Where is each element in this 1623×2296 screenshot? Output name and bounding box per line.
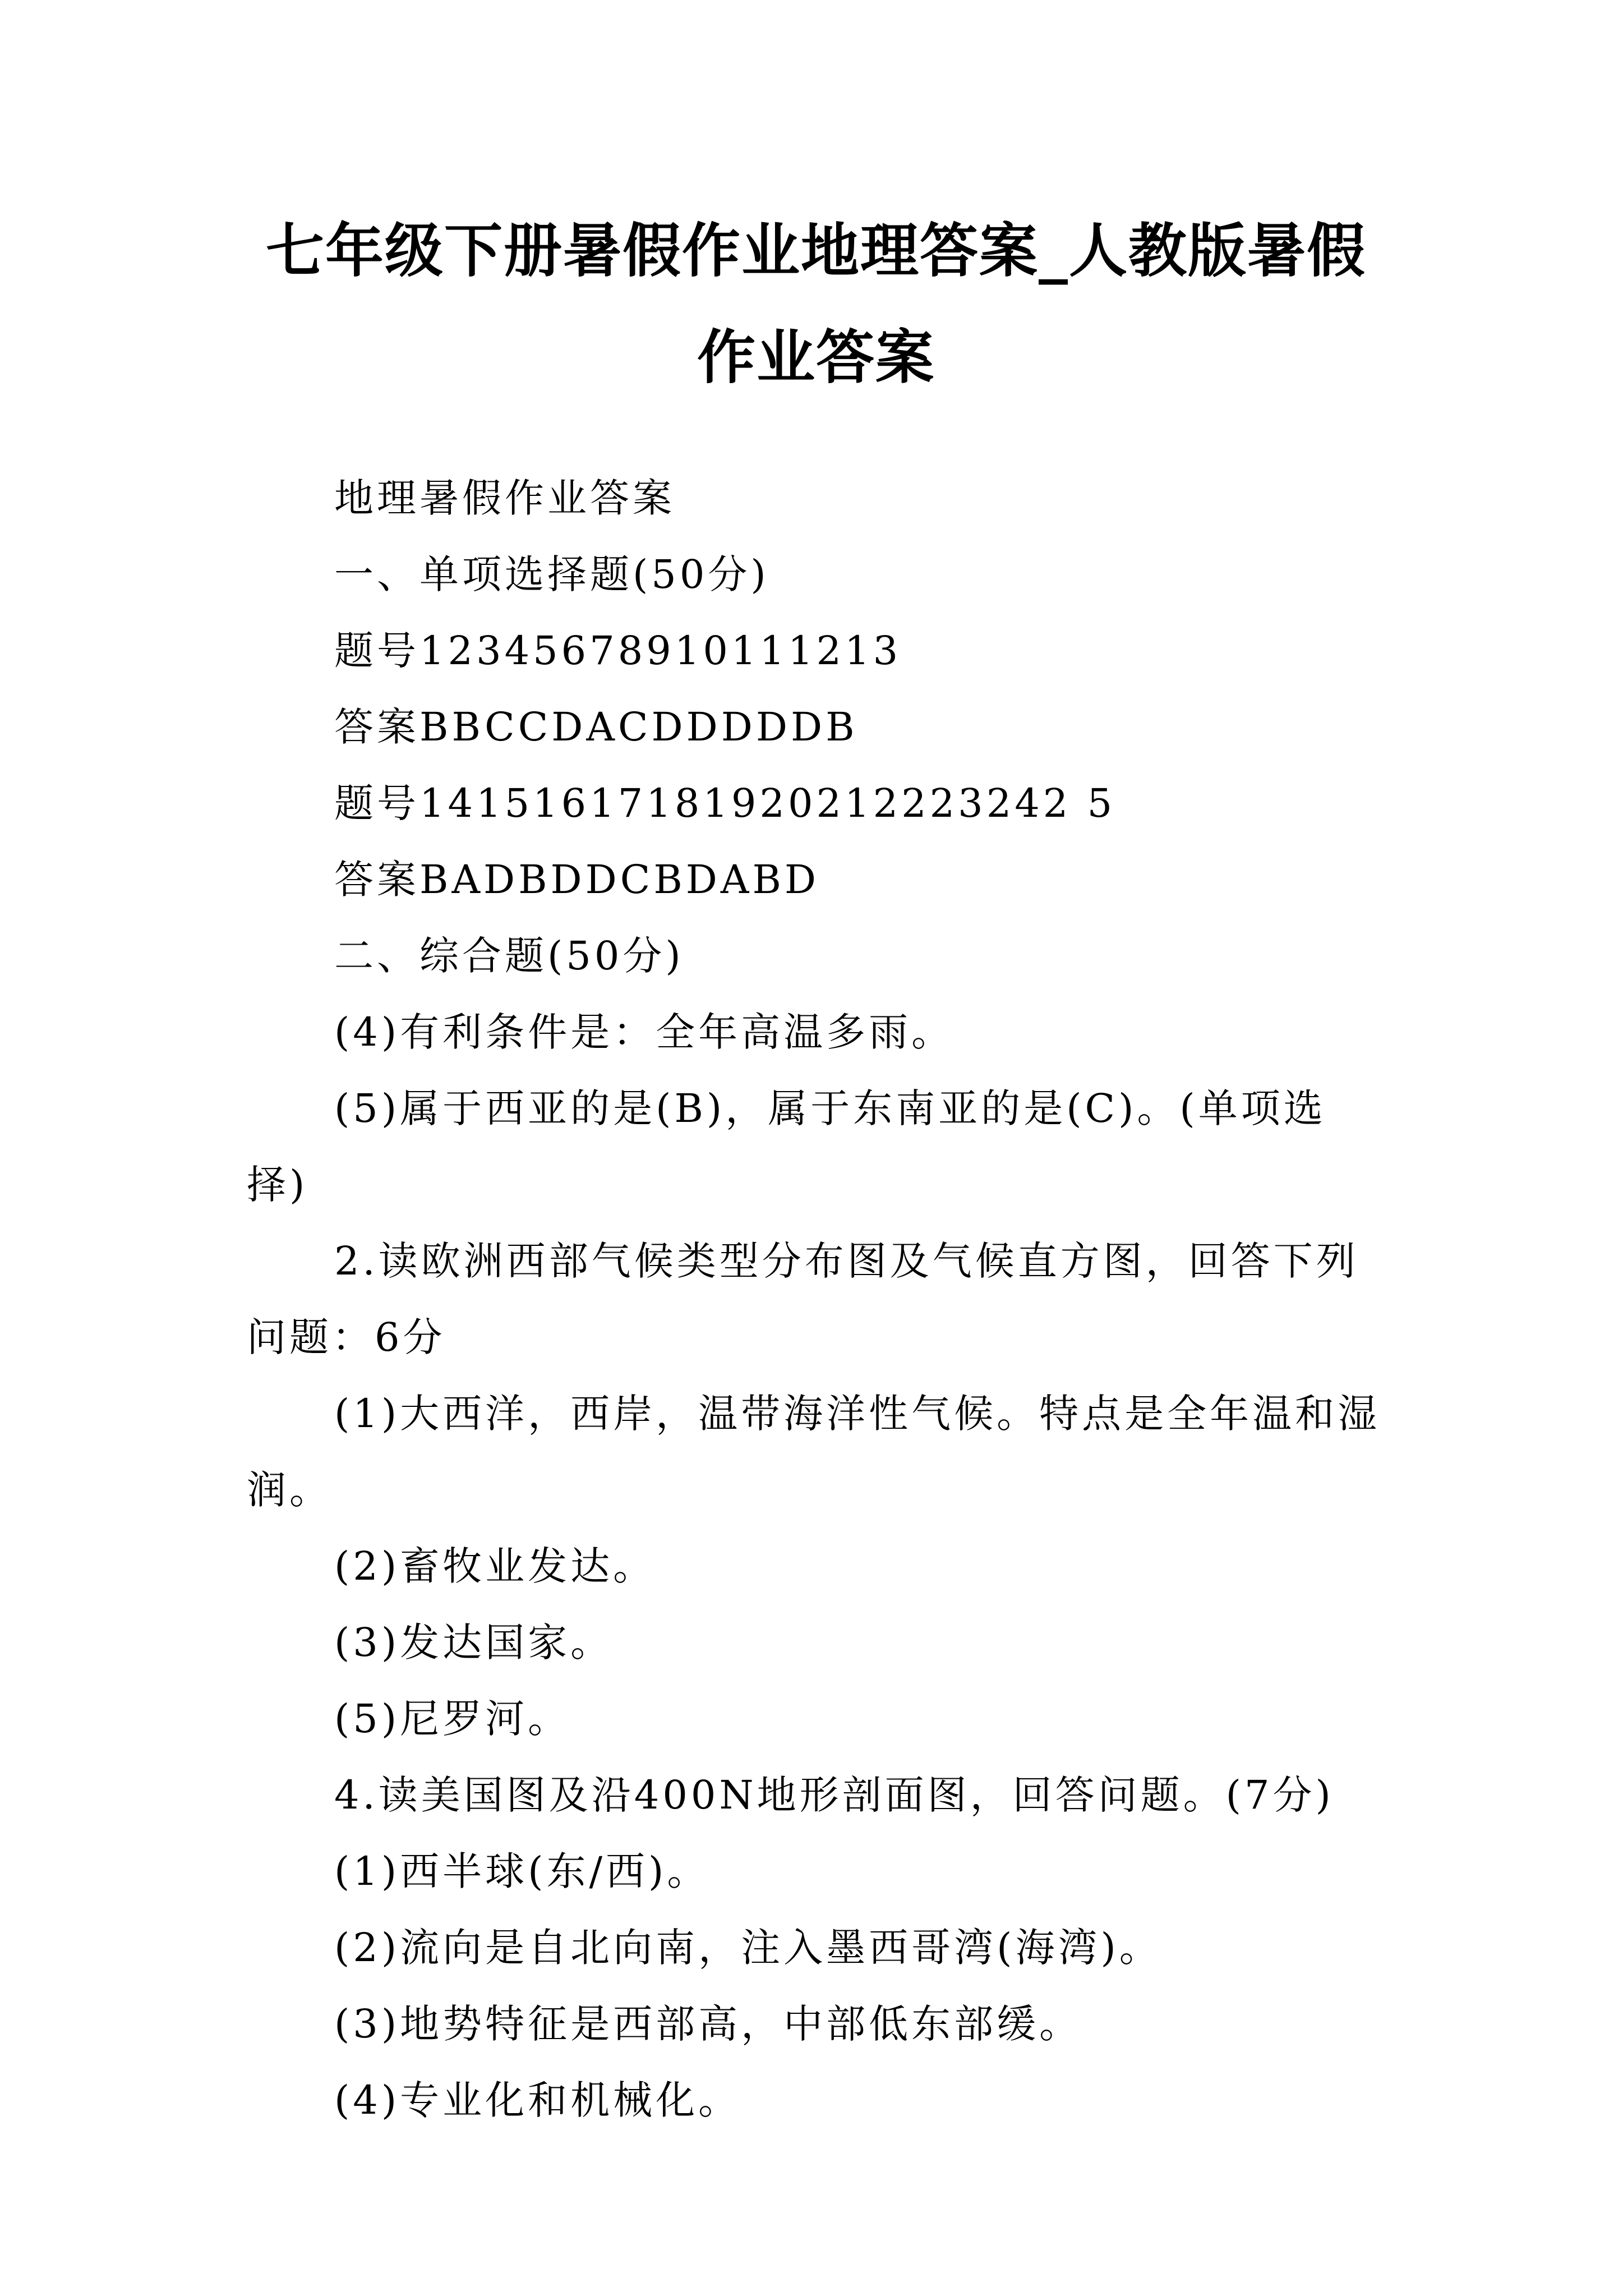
- paragraph-question-numbers-2: 题号14151617181920212223242 5: [334, 780, 1116, 826]
- paragraph-q2-answer-1: (1)大西洋，西岸，温带海洋性气候。特点是全年温和湿润。: [247, 1391, 1381, 1513]
- paragraph-q4-answer-3: (3)地势特征是西部高，中部低东部缓。: [334, 2001, 1082, 2047]
- paragraph-question-2: 2.读欧洲西部气候类型分布图及气候直方图，回答下列问题：6分: [247, 1238, 1359, 1360]
- paragraph-q2-answer-5: (5)尼罗河。: [334, 1696, 571, 1742]
- paragraph-question-numbers-1: 题号12345678910111213: [334, 628, 902, 674]
- paragraph-section-two: 二、综合题(50分): [334, 933, 684, 979]
- paragraph-q4-answer-2: (2)流向是自北向南，注入墨西哥湾(海湾)。: [334, 1925, 1162, 1971]
- paragraph-answers-2: 答案BADBDDCBDABD: [334, 857, 820, 903]
- paragraph-answer-4: (4)有利条件是：全年高温多雨。: [334, 1009, 955, 1055]
- paragraph-answer-5: (5)属于西亚的是(B)，属于东南亚的是(C)。(单项选择): [247, 1085, 1326, 1208]
- paragraph-question-4: 4.读美国图及沿400N地形剖面图，回答问题。(7分): [334, 1772, 1334, 1818]
- document-title: 七年级下册暑假作业地理答案_人教版暑假作业答案: [265, 216, 1366, 392]
- document-body: [247, 460, 1385, 2138]
- paragraph-heading: 地理暑假作业答案: [334, 475, 675, 521]
- paragraph-q4-answer-4: (4)专业化和机械化。: [334, 2077, 741, 2123]
- paragraph-q2-answer-3: (3)发达国家。: [334, 1619, 614, 1665]
- paragraph-q2-answer-2: (2)畜牧业发达。: [334, 1543, 656, 1589]
- paragraph-q4-answer-1: (1)西半球(东/西)。: [334, 1848, 710, 1894]
- paragraph-answers-1: 答案BBCCDACDDDDDB: [334, 704, 858, 750]
- paragraph-section-one: 一、单项选择题(50分): [334, 551, 769, 597]
